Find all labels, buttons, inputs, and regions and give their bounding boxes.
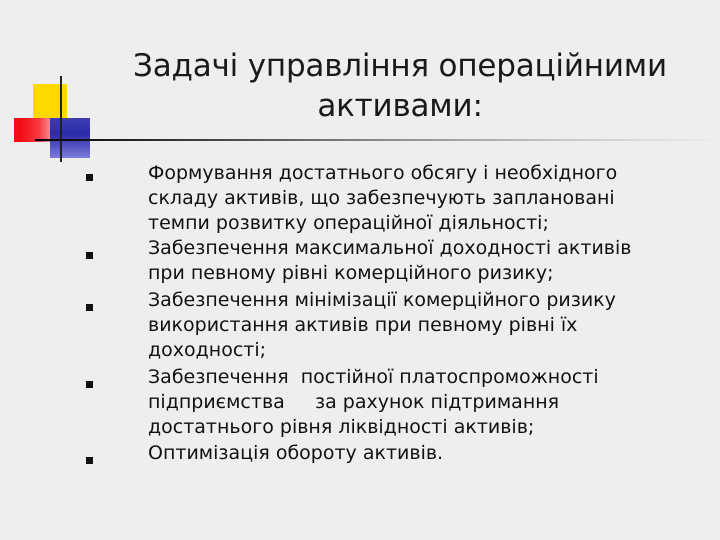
square-bullet-icon — [86, 304, 93, 311]
list-item-line: підприємства за рахунок підтримання — [148, 391, 560, 413]
list-item-line: Оптимізація обороту активів. — [148, 442, 444, 464]
list-item-text — [148, 236, 693, 286]
list-item-line: доходності; — [148, 339, 267, 361]
list-item-text — [148, 365, 693, 440]
list-item-line: темпи розвитку операційної діяльності; — [148, 212, 549, 234]
slide-title — [120, 46, 680, 126]
square-bullet-icon — [86, 457, 93, 464]
square-bullet-icon — [86, 252, 93, 259]
list-item-line: Формування достатнього обсягу і необхідного — [148, 162, 618, 184]
title-underline-rule — [35, 139, 719, 141]
list-item-line: Забезпечення постійної платоспроможності — [148, 366, 599, 388]
list-item-text — [148, 288, 693, 363]
list-item-line: використання активів при певному рівні їх — [148, 314, 578, 336]
square-bullet-icon — [86, 174, 93, 181]
list-item-text — [148, 441, 693, 466]
list-item-line: при певному рівні комерційного ризику; — [148, 262, 554, 284]
blue-square-fade — [50, 118, 90, 158]
slide-title-line-1: Задачі управління операційними — [133, 48, 667, 84]
list-item-line: достатнього рівня ліквідності активів; — [148, 416, 535, 438]
list-item-line: Забезпечення максимальної доходності активів — [148, 237, 632, 259]
list-item-line: складу активів, що забезпечують заплановані — [148, 187, 615, 209]
slide-title-line-2: активами: — [317, 88, 483, 124]
slide-decoration-squares — [0, 0, 140, 170]
list-item-line: Забезпечення мінімізації комерційного ризику — [148, 289, 616, 311]
square-bullet-icon — [86, 381, 93, 388]
vertical-rule — [60, 76, 62, 162]
list-item-text — [148, 161, 693, 236]
